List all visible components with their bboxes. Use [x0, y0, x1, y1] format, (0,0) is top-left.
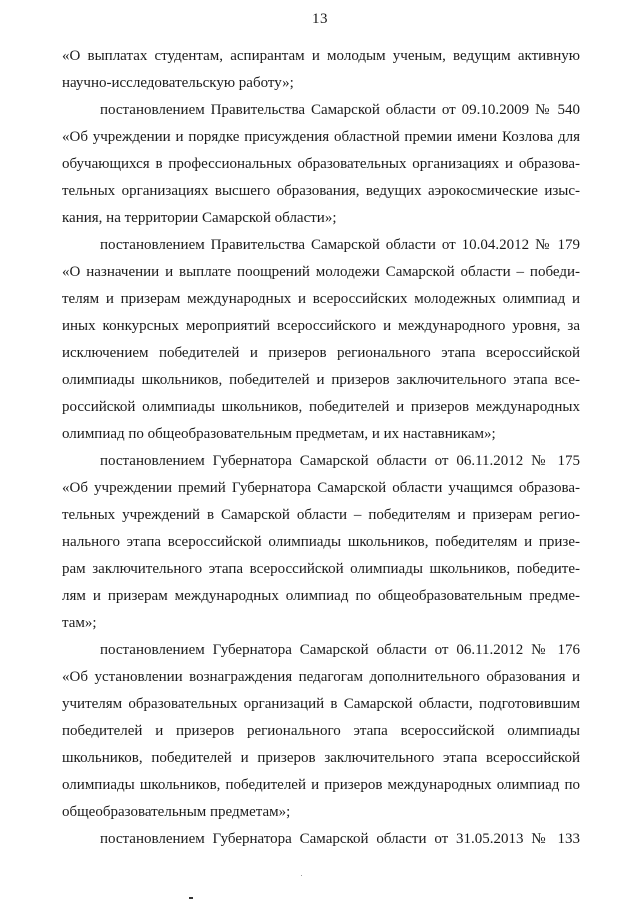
text-line: постановлением Правительства Самарской области от 10.04.2012 № 179 [100, 237, 580, 253]
text-line: победителей и призеров регионального этапа всероссийской олимпиады [62, 723, 580, 739]
text-line: телям и призерам международных и всероссийских молодежных олимпиад и [62, 291, 580, 307]
text-line: постановлением Правительства Самарской области от 09.10.2009 № 540 [100, 102, 580, 118]
text-line: постановлением Губернатора Самарской области от 31.05.2013 № 133 [100, 831, 580, 847]
text-line: «О выплатах студентам, аспирантам и молодым ученым, ведущим активную [62, 48, 580, 64]
text-line: лям и призерам международных олимпиад по общеобразовательным предме- [62, 588, 580, 604]
text-line: «Об учреждении премий Губернатора Самарской области учащимся образова- [62, 480, 580, 496]
text-line: тельных учреждений в Самарской области – победителям и призерам регио- [62, 507, 580, 523]
text-line: школьников, победителей и призеров заключительного этапа всероссийской [62, 750, 580, 766]
paragraph [62, 637, 580, 826]
text-line: кания, на территории Самарской области»; [62, 210, 337, 226]
text-line: постановлением Губернатора Самарской области от 06.11.2012 № 175 [100, 453, 580, 469]
text-line: там»; [62, 615, 97, 631]
paragraph [62, 232, 580, 448]
document-body [62, 43, 580, 853]
text-line: олимпиад по общеобразовательным предметам, и их наставникам»; [62, 426, 496, 442]
text-line: учителям образовательных организаций в Самарской области, подготовившим [62, 696, 580, 712]
text-line: иных конкурсных мероприятий всероссийского и международного уровня, за [62, 318, 580, 334]
scan-dot [301, 875, 302, 876]
text-line: олимпиады школьников, победителей и призеров международных олимпиад по [62, 777, 580, 793]
text-line: тельных организациях высшего образования, ведущих аэрокосмические изыс- [62, 183, 580, 199]
page-number: 13 [312, 11, 328, 27]
text-line: «Об установлении вознаграждения педагогам дополнительного образования и [62, 669, 580, 685]
text-line: нального этапа всероссийской олимпиады школьников, победителям и призе- [62, 534, 580, 550]
text-line: научно-исследовательскую работу»; [62, 75, 294, 91]
paragraph [62, 448, 580, 637]
text-line: исключением победителей и призеров регионального этапа всероссийской [62, 345, 580, 361]
text-line: «О назначении и выплате поощрений молодежи Самарской области – победи- [62, 264, 580, 280]
text-line: общеобразовательным предметам»; [62, 804, 291, 820]
paragraph [62, 826, 580, 853]
text-line: постановлением Губернатора Самарской области от 06.11.2012 № 176 [100, 642, 580, 658]
text-line: российской олимпиады школьников, победителей и призеров международных [62, 399, 580, 415]
scan-mark [189, 897, 193, 899]
paragraph [62, 97, 580, 232]
text-line: олимпиады школьников, победителей и призеров заключительного этапа все- [62, 372, 580, 388]
text-line: обучающихся в профессиональных образовательных организациях и образова- [62, 156, 580, 172]
text-line: «Об учреждении и порядке присуждения областной премии имени Козлова для [62, 129, 580, 145]
text-line: рам заключительного этапа всероссийской олимпиады школьников, победите- [62, 561, 580, 577]
paragraph [62, 43, 580, 97]
